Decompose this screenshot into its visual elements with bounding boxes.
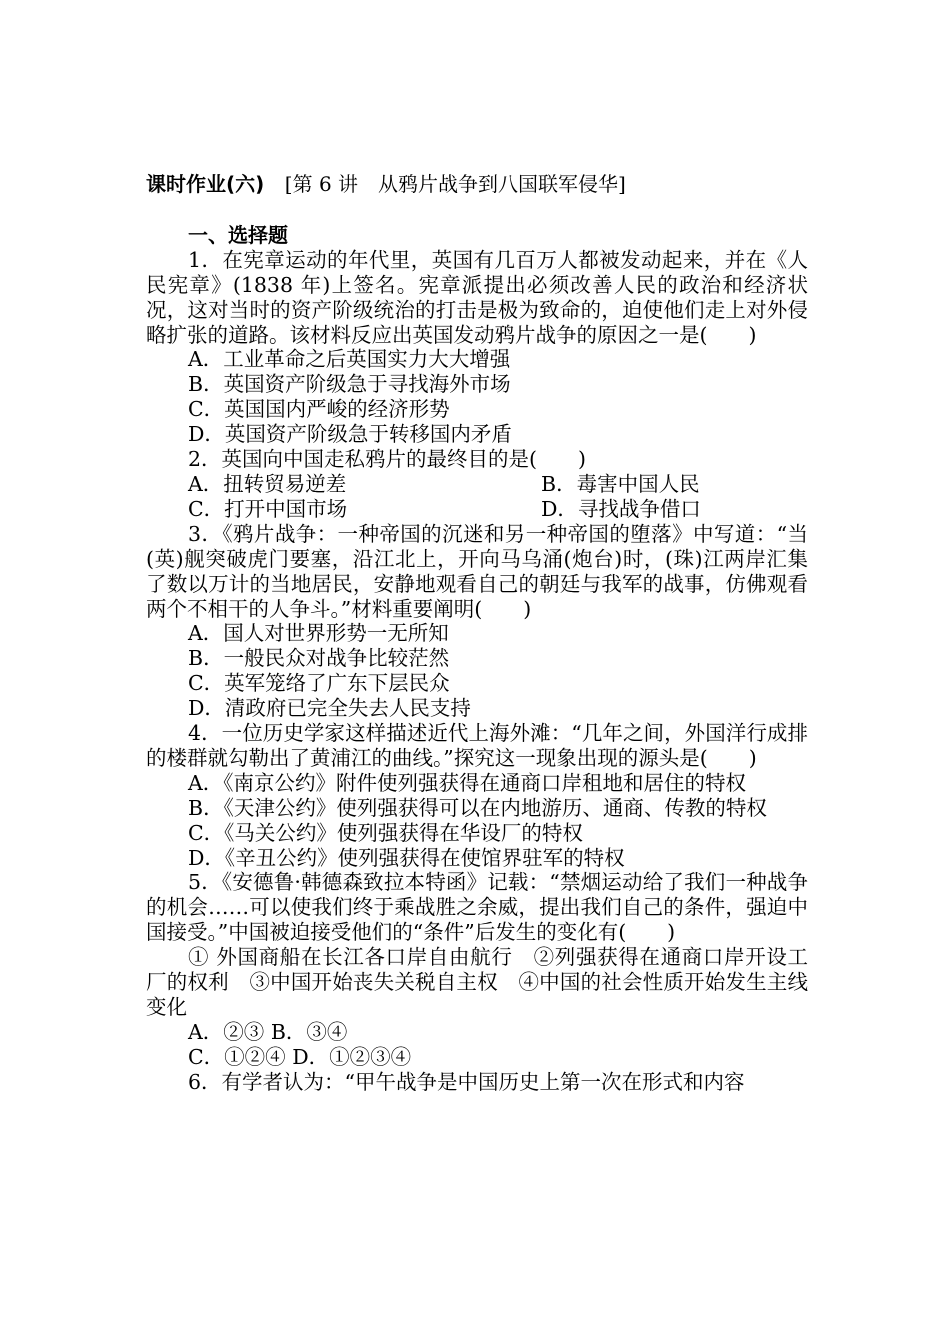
question-2-options-row-2	[146, 497, 808, 522]
worksheet-body	[146, 172, 808, 1095]
worksheet-title	[146, 172, 808, 197]
question-1-option-a: A．工业革命之后英国实力大大增强	[188, 347, 511, 372]
question-2-option-d: D．寻找战争借口	[541, 496, 701, 521]
question-5-stem: 5．《安德鲁·韩德森致拉本特函》记载：“禁烟运动给了我们一种战争的机会……可以使我们终于乘战胜之余威，提出我们自己的条件，强迫中国接受。”中国被迫接受他们的“条件”后发生的变化有( )	[146, 870, 808, 945]
question-5-statements: ① 外国商船在长江各口岸自由航行 ②列强获得在通商口岸开设工厂的权利 ③中国开始丧失关税自主权 ④中国的社会性质开始发生主线变化	[146, 945, 808, 1019]
title-lesson: [第 6 讲 从鸦片战争到八国联军侵华]	[284, 172, 626, 196]
question-5-options-ab: A．②③ B．③④	[188, 1019, 348, 1044]
question-3-option-a: A．国人对世界形势一无所知	[188, 621, 449, 646]
question-4-option-d: D．《辛丑公约》使列强获得在使馆界驻军的特权	[188, 845, 625, 870]
question-3-option-c: C．英军笼络了广东下层民众	[188, 671, 450, 696]
question-2-option-c: C．打开中国市场	[188, 496, 348, 521]
question-1-option-d: D．英国资产阶级急于转移国内矛盾	[188, 422, 512, 447]
question-2-option-a: A．扭转贸易逆差	[188, 471, 347, 496]
question-1-stem: 1．在宪章运动的年代里，英国有几百万人都被发动起来，并在《人民宪章》(1838 年)上签名。宪章派提出必须改善人民的政治和经济状况，这对当时的资产阶级统治的打击是极为致命的，迫使他们走上对外侵略扩张的道路。该材料反应出英国发动鸦片战争的原因之一是( )	[146, 247, 808, 347]
question-3-option-b: B．一般民众对战争比较茫然	[188, 646, 450, 671]
question-6-stem: 6．有学者认为：“甲午战争是中国历史上第一次在形式和内容	[188, 1069, 745, 1094]
question-5-options-cd: C．①②④ D．①②③④	[188, 1044, 412, 1069]
question-3-stem: 3．《鸦片战争：一种帝国的沉迷和另一种帝国的堕落》中写道：“当(英)舰突破虎门要塞，沿江北上，开向马乌涌(炮台)时，(珠)江两岸汇集了数以万计的当地居民，安静地观看自己的朝廷与我军的战事，仿佛观看两个不相干的人争斗。”材料重要阐明( )	[146, 521, 808, 621]
section-heading: 一、选择题	[188, 222, 288, 247]
question-1-option-c: C．英国国内严峻的经济形势	[188, 397, 450, 422]
question-2-stem: 2．英国向中国走私鸦片的最终目的是( )	[188, 447, 587, 472]
question-2-option-b: B．毒害中国人民	[541, 471, 700, 496]
question-4-option-b: B．《天津公约》使列强获得可以在内地游历、通商、传教的特权	[188, 795, 767, 820]
question-1-option-b: B．英国资产阶级急于寻找海外市场	[188, 372, 511, 397]
question-4-stem: 4．一位历史学家这样描述近代上海外滩：“几年之间，外国洋行成排的楼群就勾勒出了黄浦江的曲线。”探究这一现象出现的源头是( )	[146, 721, 808, 770]
title-bold: 课时作业(六)	[146, 172, 265, 196]
question-4-option-a: A．《南京公约》附件使列强获得在通商口岸租地和居住的特权	[188, 770, 747, 795]
question-4-option-c: C．《马关公约》使列强获得在华设厂的特权	[188, 820, 583, 845]
question-2-options-row-1	[146, 472, 808, 497]
question-3-option-d: D．清政府已完全失去人民支持	[188, 696, 471, 721]
